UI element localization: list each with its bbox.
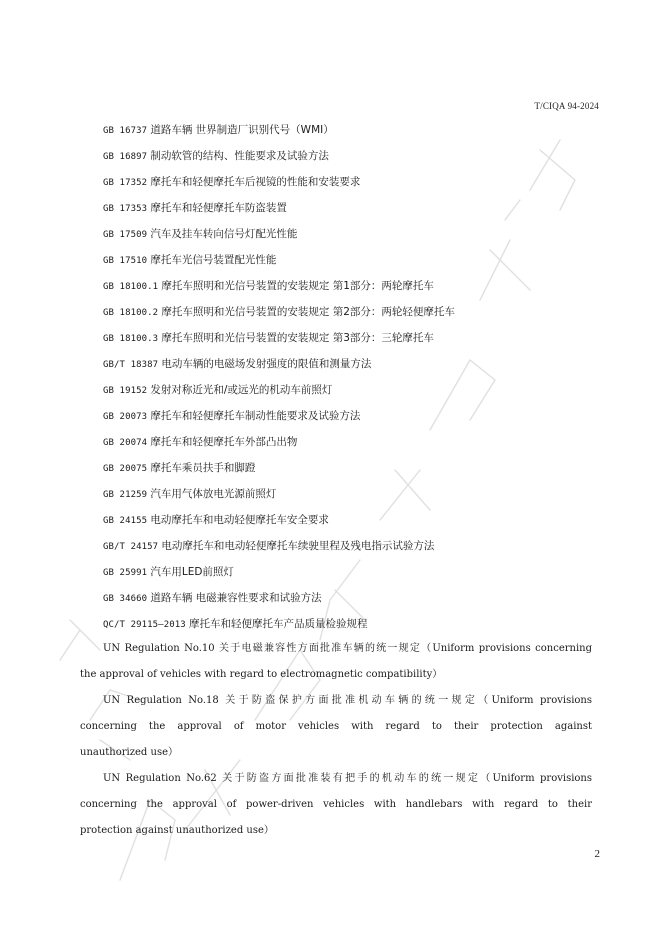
document-code: T/CIQA 94-2024	[534, 101, 599, 111]
standard-code: GB 25991	[103, 568, 148, 578]
standard-title: 摩托车照明和光信号装置的安装规定 第3部分：三轮摩托车	[161, 332, 434, 344]
paragraph-line: the approval of vehicles with regard to electromagnetic compatibility）	[80, 669, 443, 680]
list-item	[103, 250, 276, 270]
standard-code: GB 17509	[103, 230, 148, 240]
paragraph-line: concerning the approval of motor vehicles with regard to their protection against	[80, 721, 592, 732]
list-item	[103, 172, 360, 192]
standard-title: 制动软管的结构、性能要求及试验方法	[150, 150, 329, 162]
standard-code: GB 17510	[103, 256, 148, 266]
standard-code: GB 18100.1	[103, 282, 159, 292]
standard-code: GB 20075	[103, 464, 148, 474]
standard-code: GB 16737	[103, 126, 148, 136]
list-item	[103, 328, 434, 348]
list-item	[103, 588, 322, 608]
standard-title: 电动车辆的电磁场发射强度的限值和测量方法	[161, 358, 372, 370]
standard-title: 摩托车乘员扶手和脚蹬	[150, 462, 256, 474]
standard-title: 电动摩托车和电动轻便摩托车续驶里程及残电指示试验方法	[161, 540, 435, 552]
list-item	[103, 432, 297, 452]
standard-title: 汽车用LED前照灯	[150, 566, 234, 578]
paragraph-line: UN Regulation No.10 关于电磁兼容性方面批准车辆的统一规定（Uniform provisions concerning	[103, 643, 592, 654]
standard-title: 摩托车光信号装置配光性能	[150, 254, 277, 266]
standard-code: GB 20073	[103, 412, 148, 422]
un-regulation-62	[80, 766, 592, 844]
standard-code: GB/T 24157	[103, 542, 159, 552]
paragraph-line: UN Regulation No.18 关于防盗保护方面批准机动车辆的统一规定（Uniform provisions	[103, 695, 592, 706]
paragraph-line: UN Regulation No.62 关于防盗方面批准装有把手的机动车的统一规定（Uniform provisions	[103, 773, 592, 784]
standard-code: GB 16897	[103, 152, 148, 162]
standard-code: GB 18100.2	[103, 308, 159, 318]
standard-code: GB 24155	[103, 516, 148, 526]
list-item	[103, 198, 287, 218]
un-regulation-10	[80, 636, 592, 688]
standard-title: 汽车用气体放电光源前照灯	[150, 488, 277, 500]
list-item	[103, 354, 371, 374]
list-item	[103, 146, 329, 166]
list-item	[103, 458, 255, 478]
standard-code: GB 17352	[103, 178, 148, 188]
list-item	[103, 120, 334, 140]
standard-code: GB 18100.3	[103, 334, 159, 344]
list-item	[103, 562, 234, 582]
list-item	[103, 406, 360, 426]
standard-title: 摩托车和轻便摩托车外部凸出物	[150, 436, 298, 448]
list-item	[103, 302, 455, 322]
standard-code: GB/T 18387	[103, 360, 159, 370]
standard-code: GB 17353	[103, 204, 148, 214]
standard-title: 发射对称近光和/或远光的机动车前照灯	[150, 384, 333, 396]
standard-title: 道路车辆 电磁兼容性要求和试验方法	[150, 592, 322, 604]
standard-title: 电动摩托车和电动轻便摩托车安全要求	[150, 514, 329, 526]
paragraph-line: concerning the approval of power-driven vehicles with handlebars with regard to their	[80, 799, 592, 810]
standard-title: 摩托车照明和光信号装置的安装规定 第2部分：两轮轻便摩托车	[161, 306, 455, 318]
standard-title: 汽车及挂车转向信号灯配光性能	[150, 228, 298, 240]
list-item	[103, 536, 434, 556]
paragraph-line: protection against unauthorized use）	[80, 825, 274, 836]
standard-title: 摩托车和轻便摩托车产品质量检验规程	[188, 618, 368, 630]
un-regulation-18	[80, 688, 592, 766]
standard-code: GB 19152	[103, 386, 148, 396]
standard-code: GB 20074	[103, 438, 148, 448]
list-item	[103, 614, 367, 634]
standard-title: 摩托车和轻便摩托车制动性能要求及试验方法	[150, 410, 361, 422]
list-item	[103, 484, 276, 504]
list-item	[103, 510, 329, 530]
standard-title: 摩托车和轻便摩托车后视镜的性能和安装要求	[150, 176, 361, 188]
list-item	[103, 380, 332, 400]
standard-code: GB 34660	[103, 594, 148, 604]
list-item	[103, 276, 434, 296]
standard-title: 道路车辆 世界制造厂识别代号（WMI）	[150, 124, 334, 136]
standard-title: 摩托车照明和光信号装置的安装规定 第1部分：两轮摩托车	[161, 280, 434, 292]
standard-title: 摩托车和轻便摩托车防盗装置	[150, 202, 287, 214]
page-number: 2	[594, 848, 600, 860]
standard-code: QC/T 29115—2013	[103, 620, 186, 630]
list-item	[103, 224, 297, 244]
standard-code: GB 21259	[103, 490, 148, 500]
paragraph-line: unauthorized use）	[80, 747, 178, 758]
